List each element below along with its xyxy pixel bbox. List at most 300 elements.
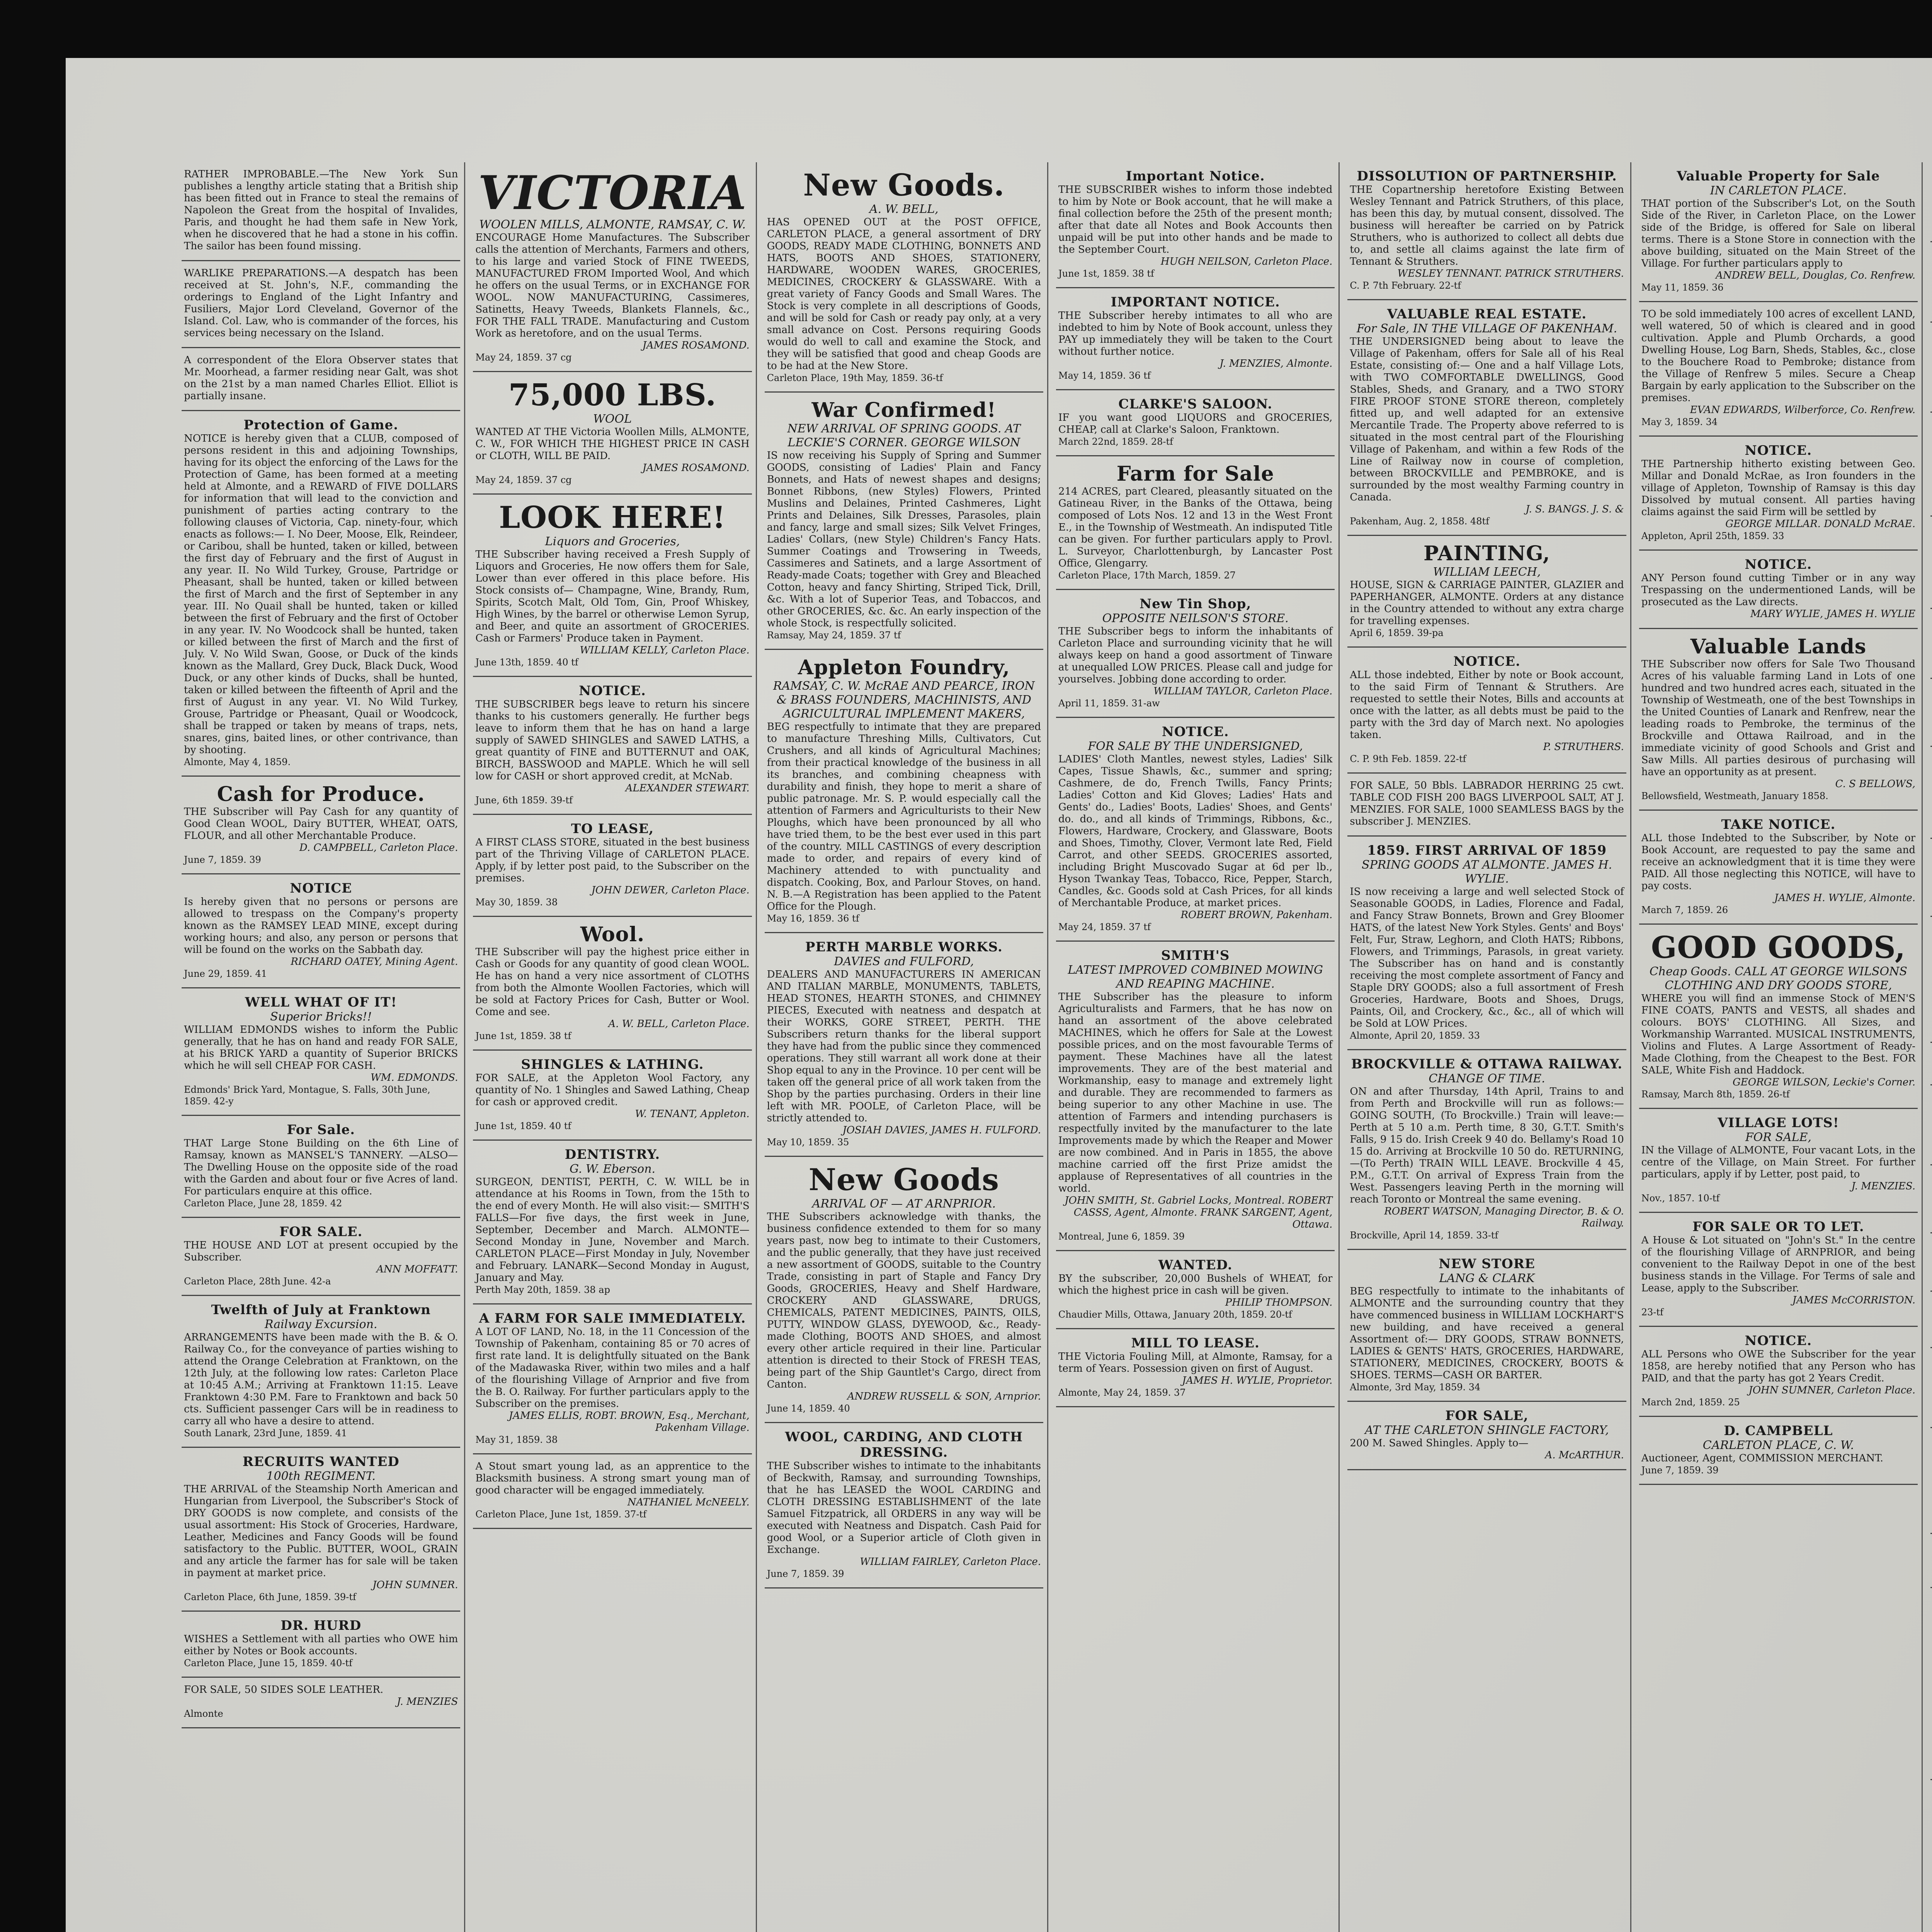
ad-signature: J. MENZIES (396, 1696, 458, 1708)
ad-dateline: June 7, 1859. 39 (184, 854, 261, 865)
ad-signature: C. S BELLOWS, (1835, 778, 1916, 790)
advertisement (1347, 837, 1626, 1050)
ad-body: THE SUBSCRIBER begs leave to return his sincere thanks to his customers generally. He further begs leave to inform them that he has on hand a large supply of SAWED SHINGLES and SAWED LATHS, a great quantity of FINE and BUTTERNUT and OAK, BIRCH, BASSWOOD and MAPLE. Which he will sell low for CASH or short approved credit, at McNab. (475, 699, 750, 782)
ad-title: DR. HURD (281, 1618, 362, 1633)
advertisement (1639, 162, 1918, 302)
ad-dateline: Almonte, 3rd May, 1859. 34 (1350, 1382, 1481, 1393)
ad-body: HOUSE, SIGN & CARRIAGE PAINTER, GLAZIER and PAPERHANGER, ALMONTE. Orders at any distance in the Country attended to without any extra charge for travelling expenses. (1350, 579, 1624, 627)
advertisement (1056, 390, 1335, 456)
advertisement (473, 372, 752, 495)
ad-body: 200 M. Sawed Shingles. Apply to— (1350, 1437, 1529, 1449)
ad-title: A FARM FOR SALE IMMEDIATELY. (479, 1311, 746, 1326)
ad-title: D. CAMPBELL (1724, 1423, 1833, 1439)
advertisement (182, 261, 460, 348)
advertisement (473, 917, 752, 1051)
ad-title: PAINTING, (1423, 542, 1550, 565)
ad-subtitle: FOR SALE BY THE UNDERSIGNED, (1088, 740, 1303, 753)
advertisement (1056, 288, 1335, 390)
advertisement (1347, 1402, 1626, 1470)
ad-dateline: Almonte, May 24, 1859. 37 (1058, 1387, 1186, 1398)
advertisement (1639, 1213, 1918, 1327)
advertisement (1930, 679, 1932, 747)
advertisement (1639, 551, 1918, 629)
ad-dateline: Ramsay, March 8th, 1859. 26-tf (1641, 1089, 1790, 1100)
ad-title: VICTORIA (478, 166, 747, 220)
column-4 (1056, 162, 1340, 1932)
advertisement (1930, 1348, 1932, 1428)
ad-signature: WESLEY TENNANT. PATRICK STRUTHERS. (1397, 268, 1624, 279)
advertisement (1930, 1165, 1932, 1233)
advertisement (182, 1296, 460, 1448)
advertisement (1930, 517, 1932, 609)
advertisement (182, 411, 460, 777)
ad-signature: JOHN SUMNER. (372, 1579, 458, 1591)
ad-body: THE Partnership hitherto existing between Geo. Millar and Donald McRae, as Iron founders in the village of Appleton, Township of Ramsay is this day Dissolved by mutual consent. All parties having claims against the said Firm will be settled by (1641, 458, 1916, 518)
ad-dateline: May 16, 1859. 36 tf (767, 913, 859, 924)
ad-subtitle: FOR SALE, (1745, 1131, 1811, 1144)
ad-subtitle: CHANGE OF TIME. (1429, 1072, 1545, 1085)
ad-subtitle: LANG & CLARK (1439, 1272, 1535, 1285)
ad-dateline: Almonte (184, 1708, 223, 1719)
column-3 (765, 162, 1048, 1932)
advertisement (473, 677, 752, 815)
ad-subtitle: 100th REGIMENT. (266, 1469, 376, 1483)
ad-subtitle: Superior Bricks!! (270, 1010, 372, 1024)
ad-body: FOR SALE, at the Appleton Wool Factory, any quantity of No. 1 Shingles and Sawed Lathing, Cheap for cash or approved credit. (475, 1072, 750, 1108)
ad-body: THE Subscriber now offers for Sale Two Thousand Acres of his valuable farming Land in Lots of one hundred and two hundred acres each, situated in the Township of Westmeath, one of the best Townships in the United Counties of Lanark and Renfrew, near the leading roads to Pembroke, the terminus of the Brockville and Ottawa Railroad, and in the immediate vicinity of good Schools and Grist and Saw Mills. All parties desirous of purchasing will have an opportunity as at present. (1641, 658, 1916, 778)
ad-signature: J. S. BANGS. J. S. & (1526, 503, 1624, 515)
ad-dateline: March 22nd, 1859. 28-tf (1058, 436, 1173, 447)
ad-signature: WM. EDMONDS. (370, 1072, 458, 1083)
advertisement (1930, 609, 1932, 679)
ad-title: NEW STORE (1439, 1256, 1535, 1272)
ad-signature: WILLIAM TAYLOR, Carleton Place. (1153, 685, 1333, 697)
ad-body: WANTED AT THE Victoria Woollen Mills, ALMONTE, C. W., FOR WHICH THE HIGHEST PRICE IN CASH or CLOTH, WILL BE PAID. (475, 426, 750, 462)
advertisement (182, 1612, 460, 1678)
ad-signature: PHILIP THOMPSON. (1225, 1297, 1333, 1308)
ad-body: ALL Persons who OWE the Subscriber for the year 1858, are hereby notified that any Person who has PAID, and that the party has got 2 Years Credit. (1641, 1349, 1916, 1384)
advertisement (765, 393, 1043, 650)
ad-dateline: June 7, 1859. 39 (767, 1568, 844, 1579)
ad-body: BEG respectfully to intimate that they are prepared to manufacture Threshing Mills, Cultivators, Cut Crushers, and all kinds of Agricultural Machines; from their practical knowledge of the business in all its branches, and combining cheapness with durability and finish, they hope to merit a share of public patronage. Mr. S. P. would especially call the attention of Farmers and Agriculturists to their New Ploughs, which have been pronounced by all who have tried them, to be the best ever used in this part of the country. MILL CASTINGS of every description made to order, and repairs of every kind of Machinery attended to with punctuality and dispatch. Cooking, Box, and Parlour Stoves, on hand. N. B.—A Registration has been applied to the Patent Office for the Plough. (767, 721, 1041, 912)
advertisement (1056, 942, 1335, 1251)
advertisement (1347, 300, 1626, 536)
ad-signature: JOHN DEWER, Carleton Place. (591, 884, 750, 896)
ad-subtitle: LATEST IMPROVED COMBINED MOWING AND REAPING MACHINE. (1068, 963, 1323, 991)
ad-subtitle: G. W. Eberson. (569, 1162, 656, 1176)
ad-body: IS now receiving his Supply of Spring and Summer GOODS, consisting of Ladies' Plain and Fancy Bonnets, and Hats of newest shapes and designs; Bonnet Ribbons, (new Styles) Flowers, Printed Muslins and Delaines, Printed Cashmeres, Light Prints and Delaines, Silk Dresses, Parasoles, plain and fancy, large and small sizes; Silk Velvet Fringes, Ladies' Collars, (new Style) Children's Fancy Hats. Summer Coatings and Trowsering in Tweeds, Cassimeres and Satinets, and a large Assortment of Ready-made Coats; together with Grey and Bleached Cotton, heavy and fancy Shirting, Striped Tick, Drill, &c. With a lot of Superior Teas, and Tobaccos, and other GROCERIES, &c. &c. An early inspection of the whole Stock, is respectfully solicited. (767, 450, 1041, 629)
ad-body: THAT Large Stone Building on the 6th Line of Ramsay, known as MANSEL'S TANNERY. —ALSO— The Dwelling House on the opposite side of the road with the Garden and about four or five Acres of land. For particulars enquire at this office. (184, 1138, 458, 1197)
ad-title: New Goods (808, 1162, 1000, 1197)
ad-body: IN the Village of ALMONTE, Four vacant Lots, in the centre of the Village, on Main Street. For further particulars, apply if by Letter, post paid, to (1641, 1145, 1916, 1180)
ad-title: For Sale. (287, 1122, 355, 1138)
ad-dateline: Carleton Place, June 15, 1859. 40-tf (184, 1658, 352, 1668)
ad-title: Important Notice. (1126, 168, 1265, 184)
ad-dateline: June 1st, 1859. 38 tf (475, 1031, 571, 1041)
advertisement (765, 650, 1043, 933)
ad-dateline: South Lanark, 23rd June, 1859. 41 (184, 1428, 347, 1439)
ad-signature: A. McARTHUR. (1545, 1449, 1624, 1461)
ad-body: THE HOUSE AND LOT at present occupied by the Subscriber. (184, 1240, 458, 1263)
ad-body: THE SUBSCRIBER wishes to inform those indebted to him by Note or Book account, that he will make a final collection before the 25th of the present month; after that date all Notes and Book Accounts then unpaid will be put into other hands and be made to the September Court. (1058, 184, 1333, 255)
ad-title: VALUABLE REAL ESTATE. (1387, 306, 1587, 322)
ad-body: ALL those Indebted to the Subscriber, by Note or Book Account, are requested to pay the same and receive an acknowledgment that it is time they were PAID. All those neglecting this NOTICE, will have to pay costs. (1641, 832, 1916, 892)
ad-signature: HUGH NEILSON, Carleton Place. (1160, 256, 1333, 267)
ad-subtitle: Liquors and Groceries, (545, 535, 680, 548)
advertisement (1930, 242, 1932, 323)
advertisement (182, 1678, 460, 1728)
advertisement (182, 988, 460, 1116)
ad-dateline: May 24, 1859. 37 cg (475, 474, 572, 485)
ad-body: HAS OPENED OUT at the POST OFFICE, CARLETON PLACE, a general assortment of DRY GOODS, READY MADE CLOTHING, BONNETS AND HATS, BOOTS AND SHOES, STATIONERY, HARDWARE, WOODEN WARES, GROCERIES, MEDICINES, CROCKERY & GLASSWARE. With a great variety of Fancy Goods and Small Wares. The Stock is very complete in all descriptions of Goods, and will be sold for Cash or ready pay only, at a very small advance on Cost. Persons requiring Goods would do well to call and examine the Stock, and they will be satisfied that good and cheap Goods are to be had at the New Store. (767, 216, 1041, 372)
ad-dateline: Montreal, June 6, 1859. 39 (1058, 1231, 1185, 1242)
ad-dateline: June 7, 1859. 39 (1641, 1465, 1719, 1476)
ad-signature: WILLIAM KELLY, Carleton Place. (580, 645, 750, 656)
advertisement (1639, 437, 1918, 551)
ad-subtitle: WOOL (593, 412, 632, 426)
ad-dateline: Almonte, May 4, 1859. (184, 757, 291, 767)
advertisement (182, 777, 460, 874)
advertisement (1056, 1251, 1335, 1329)
ad-body: Auctioneer, Agent, COMMISSION MERCHANT. (1641, 1452, 1883, 1464)
ad-dateline: Carleton Place, June 1st, 1859. 37-tf (475, 1509, 646, 1520)
ad-subtitle: For Sale, IN THE VILLAGE OF PAKENHAM. (1356, 322, 1617, 335)
ad-dateline: Carleton Place, 28th June. 42-a (184, 1276, 331, 1287)
advertisement (473, 815, 752, 917)
advertisement (1639, 1327, 1918, 1417)
ad-dateline: March 2nd, 1859. 25 (1641, 1397, 1740, 1408)
ad-dateline: April 11, 1859. 31-aw (1058, 698, 1160, 709)
ad-dateline: C. P. 7th February. 22-tf (1350, 280, 1461, 291)
advertisement (182, 162, 460, 261)
advertisement (1347, 162, 1626, 300)
ad-subtitle: SPRING GOODS AT ALMONTE. JAMES H. WYLIE. (1362, 858, 1612, 886)
ad-title: TAKE NOTICE. (1721, 817, 1836, 832)
ad-dateline: Appleton, April 25th, 1859. 33 (1641, 531, 1784, 541)
advertisement (1930, 1085, 1932, 1165)
advertisement (1930, 1428, 1932, 1534)
ad-subtitle: CARLETON PLACE, C. W. (1702, 1439, 1854, 1452)
ad-body: THE Subscriber wishes to intimate to the inhabitants of Beckwith, Ramsay, and surrounding Townships, that he has LEASED the WOOL CARDING and CLOTH DRESSING ESTABLISHMENT of the late Samuel Fitzpatrick, all ORDERS in any way will be executed with Neatness and Dispatch. Cash Paid for good Wool, or a Superior article of Cloth given in Exchange. (767, 1460, 1041, 1556)
advertisement (1930, 1292, 1932, 1348)
ad-body: ARRANGEMENTS have been made with the B. & O. Railway Co., for the conveyance of parties wishing to attend the Orange Celebration at Franktown, on the 12th July, at the following low rates: Carleton Place at 10:45 A.M.; Arriving at Franktown 11:15. Leave Franktown 4:30 P.M. Fare to Franktown and back 50 cts. Sufficient passenger Cars will be in readiness to carry all who have a desire to attend. (184, 1332, 458, 1427)
ad-body: THE Copartnership heretofore Existing Between Wesley Tennant and Patrick Struthers, of this place, has been this day, by mutual consent, dissolved. The business will hereafter be carried on by Patrick Struthers, who is authorized to collect all debts due to, and settle all claims against the late firm of Tennant & Struthers. (1350, 184, 1624, 267)
ad-dateline: June 1st, 1859. 40 tf (475, 1121, 571, 1131)
ad-title: MILL TO LEASE. (1131, 1335, 1260, 1351)
ad-title: LOOK HERE! (499, 500, 726, 535)
ad-signature: JAMES ELLIS, ROBT. BROWN, Esq., Merchant, Pakenham Village. (509, 1410, 750, 1434)
ad-body: WHERE you will find an immense Stock of MEN'S FINE COATS, PANTS and VESTS, all shades and colours. BOYS' CLOTHING. All Sizes, and Workmanship Warranted. MUSICAL INSTRUMENTS, Violins and Flutes. A Large Assortment of Ready-Made Clothing, from the Cheapest to the Best. FOR SALE, White Fish and Haddock. (1641, 993, 1916, 1076)
advertisement (1639, 1109, 1918, 1213)
ad-body: THAT portion of the Subscriber's Lot, on the South Side of the River, in Carleton Place, on the Lower side of the Bridge, is offered for Sale on liberal terms. There is a Stone Store in connection with the above building, situated on the Main Street of the Village. For further particulars apply to (1641, 198, 1916, 269)
ad-signature: ALEXANDER STEWART. (625, 782, 750, 794)
ad-body: WISHES a Settlement with all parties who OWE him either by Notes or Book accounts. (184, 1633, 458, 1657)
ad-dateline: Almonte, April 20, 1859. 33 (1350, 1030, 1480, 1041)
column-1 (182, 162, 465, 1932)
ad-subtitle: ARRIVAL OF — AT ARNPRIOR. (812, 1197, 996, 1211)
ad-title: NOTICE. (1162, 724, 1229, 740)
column-5 (1347, 162, 1631, 1932)
ad-dateline: May 11, 1859. 36 (1641, 282, 1724, 293)
ad-title: CLARKE'S SALOON. (1118, 396, 1273, 412)
ad-body: FOR SALE, 50 SIDES SOLE LEATHER. (184, 1684, 383, 1696)
ad-body: ANY Person found cutting Timber or in any way Trespassing on the undermentioned Lands, will be prosecuted as the Law directs. (1641, 572, 1916, 608)
ad-body: ON and after Thursday, 14th April, Trains to and from Perth and Brockville will run as follows:— GOING SOUTH, (To Brockville.) Train will leave:— Perth at 5 10 a.m. Perth time, 8 30, G.T.T. Smith's Falls, 9 15 do. Irish Creek 9 40 do. Bellamy's Road 10 15 do. Arriving at Brockville 10 50 do. RETURNING,—(To Perth) TRAIN WILL LEAVE. Brockville 4 45, P.M., G.T.T. On arrival of Express Train from the West. Passengers leaving Perth in the morning will reach Toronto or Montreal the same evening. (1350, 1086, 1624, 1205)
ad-dateline: June 13th, 1859. 40 tf (475, 657, 578, 668)
advertisement (765, 162, 1043, 393)
ad-dateline: Bellowsfield, Westmeath, January 1858. (1641, 791, 1828, 801)
ad-body: WARLIKE PREPARATIONS.—A despatch has been received at St. John's, N.F., commanding the orderings to England of the Light Infantry and Fusiliers, Major Lord Cleveland, Governor of the Island. Col. Law, who is commander of the forces, his services being necessary on the Island. (184, 267, 458, 339)
ad-title: New Goods. (803, 168, 1005, 203)
ad-dateline: Ramsay, May 24, 1859. 37 tf (767, 630, 901, 641)
ad-title: DENTISTRY. (565, 1147, 660, 1162)
ad-body: THE UNDERSIGNED being about to leave the Village of Pakenham, offers for Sale all of his Real Estate, consisting of:— One and a half Village Lots, with TWO COMFORTABLE DWELLINGS, Good Stables, Sheds, and Granary, and a TWO STORY FIRE PROOF STONE STORE thereon, completely fitted up, and well adapted for an extensive Mercantile Trade. The Property above referred to is situated in the most central part of the Flourishing Village of Pakenham, and within a few Rods of the Line of Railway now in course of completion, between BROCKVILLE and PEMBROKE, and is surrounded by the most wealthy Farming country in Canada. (1350, 336, 1624, 503)
ad-dateline: May 10, 1859. 35 (767, 1137, 849, 1148)
ad-body: THE Subscribers acknowledge with thanks, the business confidence extended to them for so many years past, now beg to intimate to their Customers, and the public generally, that they have just received a new assortment of GOODS, suitable to the Country Trade, consisting in part of Staple and Fancy Dry Goods, GROCERIES, Heavy and Shelf Hardware, CROCKERY AND GLASSWARE, DRUGS, CHEMICALS, PATENT MEDICINES, PAINTS, OILS, PUTTY, WINDOW GLASS, DYEWOOD, &c., Ready-made Clothing, BOOTS AND SHOES, and almost every other article required in their line. Particular attention is directed to their Stock of FRESH TEAS, being part of the Ship Gauntlet's Cargo, direct from Canton. (767, 1211, 1041, 1390)
ad-subtitle: IN CARLETON PLACE. (1710, 184, 1847, 197)
column-container (182, 162, 1932, 1932)
ad-dateline: June 14, 1859. 40 (767, 1403, 850, 1414)
ad-signature: JAMES ROSAMOND. (642, 340, 750, 351)
advertisement (1347, 1250, 1626, 1402)
advertisement (1056, 162, 1335, 288)
ad-body: THE Subscriber has the pleasure to inform Agriculturalists and Farmers, that he has now on hand an assortment of the above celebrated MACHINES, which he offers for Sale at the Lowest possible prices, and on the most favourable Terms of payment. These Machines have all the latest improvements. They are of the best material and Workmanship, easy to manage and extremely light and durable. They are recommended to farmers as being superior to any other Machine in use. The attention of Farmers and intending purchasers is respectfully invited by the manufacturer to the late Improvements made by which the Reaper and Mower are now combined. And in Paris in 1855, the above machine carried off the first Prize amidst the applause of Representatives of all countries in the world. (1058, 991, 1333, 1194)
ad-body: A LOT OF LAND, No. 18, in the 11 Concession of the Township of Pakenham, containing 85 or 70 acres of first rate land. It is delightfully situated on the Bank of the Madawaska River, within two miles and a half of the flourishing Village of Arnprior and five from the B. O. Railway. For further particulars apply to the Subscriber on the premises. (475, 1326, 750, 1410)
newspaper-page (66, 58, 1932, 1932)
ad-dateline: Nov., 1857. 10-tf (1641, 1193, 1720, 1204)
advertisement (473, 495, 752, 677)
ad-body: TO be sold immediately 100 acres of excellent LAND, well watered, 50 of which is cleared and in good cultivation. Apple and Plumb Orchards, a good Dwelling House, Log Barn, Sheds, Stables, &c., close to the Bouchere Road to Pembroke; distance from the Village of Renfrew 5 miles. Secure a Cheap Bargain by early application to the Subscriber on the premises. (1641, 308, 1916, 404)
advertisement (1639, 1417, 1918, 1485)
advertisement (1930, 1043, 1932, 1085)
ad-title: Farm for Sale (1116, 462, 1274, 486)
ad-subtitle: Railway Excursion. (264, 1318, 378, 1331)
ad-body: THE ARRIVAL of the Steamship North American and Hungarian from Liverpool, the Subscriber's Stock of DRY GOODS is now complete, and consists of the usual assortment: His Stock of Groceries, Hardware, Leather, Medicines and Fancy Goods will be found satisfactory to the Public. BUTTER, WOOL, GRAIN and any article the farmer has for sale will be taken in payment at market price. (184, 1483, 458, 1579)
ad-signature: J. MENZIES. (1851, 1180, 1916, 1192)
advertisement (473, 1304, 752, 1454)
ad-body: THE Subscriber will pay the highest price either in Cash or Goods for any quantity of good clean WOOL. He has on hand a very nice assortment of CLOTHS from both the Almonte Woollen Factories, which will be sold at Factory Prices for Cash, Butter or Wool. Come and see. (475, 946, 750, 1018)
ad-body: A House & Lot situated on "John's St." In the centre of the flourishing Village of ARNPRIOR, and being convenient to the Railway Depot in one of the best business stands in the Village. For Terms of sale and Lease, apply to the Subscriber. (1641, 1235, 1916, 1294)
ad-signature: ROBERT BROWN, Pakenham. (1180, 909, 1333, 921)
ad-body: ALL those indebted, Either by note or Book account, to the said Firm of Tennant & Struthers. Are requested to settle their Notes, Bills and accounts at once with the latter, as all debts must be paid to the party with the 3rd day of March next. No apologies taken. (1350, 669, 1624, 741)
ad-body: LADIES' Cloth Mantles, newest styles, Ladies' Silk Capes, Tissue Shawls, &c., summer and spring; Cashmere, de do, French Twills, Fancy Prints; Ladies' Cotton and Kid Gloves; Ladies' Hats and Gents' do., Ladies' Boots, Ladies' Shoes, and Gents' do. do., and all kinds of Trimmings, Ribbons, &c., Flowers, Hardware, Crockery, and Glassware, Boots and Shoes, Timothy, Clover, Vermont late Red, Field Carrot, and other SEEDS. GROCERIES assorted, including Bright Muscovado Sugar at 6d per lb., Hyson Twankay Teas, Tobacco, Rice, Pepper, Starch, Candles, &c. Goods sold at Cash Prices, for all kinds of Merchantable Produce, at market prices. (1058, 753, 1333, 909)
advertisement (1930, 162, 1932, 242)
advertisement (473, 1051, 752, 1141)
ad-body: ENCOURAGE Home Manufactures. The Subscriber calls the attention of Merchants, Farmers and others, to his large and varied Stock of FINE TWEEDS, MANUFACTURED FROM Imported Wool, And which he offers on the usual Terms, or in EXCHANGE FOR WOOL. NOW MANUFACTURING, Cassimeres, Satinetts, Heavy Tweeds, Blankets Flannels, &c., FOR THE FALL TRADE. Manufacturing and Custom Work as heretofore, and on the usual Terms. (475, 232, 750, 339)
ad-title: Valuable Property for Sale (1677, 168, 1880, 184)
ad-signature: ROBERT WATSON, Managing Director, B. & O. Railway. (1384, 1206, 1624, 1229)
ad-dateline: June, 6th 1859. 39-tf (475, 795, 573, 806)
ad-body: WILLIAM EDMONDS wishes to inform the Public generally, that he has on hand and ready FOR SALE, at his BRICK YARD a quantity of Superior BRICKS which he will sell CHEAP FOR CASH. (184, 1024, 458, 1071)
advertisement (1930, 413, 1932, 517)
ad-body: THE Subscriber having received a Fresh Supply of Liquors and Groceries, He now offers them for Sale, Lower than ever offered in this place before. His Stock consists of— Champagne, Wine, Brandy, Rum, Spirits, Scotch Malt, Old Tom, Gin, Proof Whiskey, High Wines, by the barrel or otherwise Lemon Syrup, and Beer, and quite an assortment of GROCERIES. Cash or Farmers' Produce taken in Payment. (475, 549, 750, 644)
advertisement (1639, 629, 1918, 811)
ad-title: BROCKVILLE & OTTAWA RAILWAY. (1351, 1056, 1623, 1072)
ad-signature: ANDREW BELL, Douglas, Co. Renfrew. (1716, 270, 1916, 281)
advertisement (1347, 1050, 1626, 1250)
ad-signature: NATHANIEL McNEELY. (627, 1497, 750, 1508)
ad-signature: ANN MOFFATT. (376, 1264, 458, 1275)
ad-title: Appleton Foundry, (798, 656, 1010, 679)
ad-dateline: Carleton Place, June 28, 1859. 42 (184, 1198, 342, 1209)
ad-subtitle: Cheap Goods. CALL AT GEORGE WILSONS CLOTHING AND DRY GOODS STORE, (1649, 965, 1907, 992)
advertisement (1930, 323, 1932, 413)
advertisement (1930, 1233, 1932, 1292)
ad-dateline: May 24, 1859. 37 cg (475, 352, 572, 363)
ad-body: A Stout smart young lad, as an apprentice to the Blacksmith business. A strong smart young man of good character will be engaged immediately. (475, 1461, 750, 1496)
ad-dateline: 23-tf (1641, 1307, 1663, 1318)
ad-signature: GEORGE MILLAR. DONALD McRAE. (1725, 518, 1916, 530)
ad-body: THE Subscriber hereby intimates to all who are indebted to him by Note of Book account, unless they PAY up immediately they will be taken to the Court without further notice. (1058, 310, 1333, 357)
ad-dateline: May 30, 1859. 38 (475, 897, 558, 908)
ad-dateline: May 31, 1859. 38 (475, 1434, 558, 1445)
ad-signature: GEORGE WILSON, Leckie's Corner. (1733, 1077, 1916, 1088)
ad-subtitle: OPPOSITE NEILSON'S STORE. (1102, 612, 1289, 625)
advertisement (1056, 590, 1335, 718)
ad-signature: J. MENZIES, Almonte. (1219, 358, 1333, 369)
advertisement (182, 348, 460, 411)
ad-dateline: April 6, 1859. 39-pa (1350, 628, 1444, 638)
advertisement (473, 1141, 752, 1304)
ad-signature: W. TENANT, Appleton. (635, 1108, 750, 1120)
column-2 (473, 162, 757, 1932)
ad-signature: A. W. BELL, Carleton Place. (608, 1018, 750, 1030)
ad-title: VILLAGE LOTS! (1718, 1115, 1839, 1131)
ad-dateline: Carleton Place, 17th March, 1859. 27 (1058, 570, 1236, 581)
ad-title: Twelfth of July at Franktown (211, 1302, 431, 1318)
ad-title: FOR SALE OR TO LET. (1692, 1219, 1864, 1235)
advertisement (182, 1448, 460, 1612)
advertisement (473, 1454, 752, 1529)
ad-body: A FIRST CLASS STORE, situated in the best business part of the Thriving Village of CARLETON PLACE. Apply, if by letter post paid, to the Subscriber on the premises. (475, 837, 750, 884)
ad-title: NOTICE. (1453, 654, 1520, 669)
ad-signature: MARY WYLIE, JAMES H. WYLIE (1750, 608, 1916, 620)
ad-title: New Tin Shop, (1139, 596, 1252, 612)
ad-title: Wool. (580, 923, 645, 946)
ad-body: FOR SALE, 50 Bbls. LABRADOR HERRING 25 cwt. TABLE COD FISH 200 BAGS LIVERPOOL SALT, AT J. MENZIES. FOR SALE, 1000 SEAMLESS BAGS by the subscriber J. MENZIES. (1350, 780, 1624, 827)
advertisement (765, 1157, 1043, 1423)
ad-signature: JAMES H. WYLIE, Proprietor. (1182, 1375, 1333, 1386)
ad-subtitle: DAVIES and FULFORD, (834, 955, 974, 968)
column-6 (1639, 162, 1923, 1932)
ad-title: IMPORTANT NOTICE. (1111, 294, 1280, 310)
ad-body: THE Subscriber will Pay Cash for any quantity of Good Clean WOOL, Dairy BUTTER, WHEAT, OATS, FLOUR, and all other Merchantable Produce. (184, 806, 458, 842)
ad-title: NOTICE. (579, 683, 646, 699)
ad-dateline: Pakenham, Aug. 2, 1858. 48tf (1350, 516, 1490, 527)
ad-title: WOOL, CARDING, AND CLOTH DRESSING. (785, 1429, 1023, 1460)
ad-body: RATHER IMPROBABLE.—The New York Sun publishes a lengthy article stating that a British ship has been fitted out in France to steal the remains of Napoleon the Great from the hospital of Invalides, Paris, and thought he had them safe in New York, when he discovered that he had a stone in his coffin. The sailor has been found missing. (184, 168, 458, 252)
ad-dateline: June 29, 1859. 41 (184, 968, 267, 979)
advertisement (1930, 747, 1932, 839)
ad-title: RECRUITS WANTED (242, 1454, 400, 1469)
advertisement (1056, 456, 1335, 590)
ad-dateline: June 1st, 1859. 38 tf (1058, 268, 1154, 279)
ad-body: IF you want good LIQUORS and GROCERIES, CHEAP, call at Clarke's Saloon, Franktown. (1058, 412, 1333, 435)
ad-body: SURGEON, DENTIST, PERTH, C. W. WILL be in attendance at his Rooms in Town, from the 15th to the end of every Month. He will also visit:— SMITH'S FALLS—For five days, the first week in June, September, December and March. ALMONTE—Second Monday in June, November and March. CARLETON PLACE—First Monday in July, November and February. LANARK—Second Monday in August, January and May. (475, 1176, 750, 1284)
ad-dateline: March 7, 1859. 26 (1641, 905, 1728, 915)
ad-title: WANTED. (1158, 1257, 1233, 1273)
ad-title: War Confirmed! (811, 398, 997, 422)
advertisement (1930, 1534, 1932, 1588)
ad-title: Cash for Produce. (217, 782, 425, 806)
ad-signature: JOSIAH DAVIES, JAMES H. FULFORD. (842, 1124, 1041, 1136)
ad-title: FOR SALE, (1445, 1408, 1529, 1423)
ad-title: NOTICE. (1745, 443, 1812, 458)
advertisement (1639, 811, 1918, 925)
ad-title: 1859. FIRST ARRIVAL OF 1859 (1367, 843, 1607, 858)
advertisement (473, 162, 752, 372)
ad-title: Protection of Game. (243, 417, 399, 433)
ad-title: TO LEASE, (571, 821, 654, 837)
ad-subtitle: NEW ARRIVAL OF SPRING GOODS. AT LECKIE'S CORNER. GEORGE WILSON (787, 422, 1021, 449)
advertisement (1639, 302, 1918, 437)
ad-signature: JOHN SUMNER, Carleton Place. (1748, 1384, 1916, 1396)
ad-title: NOTICE (290, 881, 352, 896)
ad-signature: P. STRUTHERS. (1543, 741, 1624, 753)
ad-dateline: May 14, 1859. 36 tf (1058, 370, 1151, 381)
ad-signature: ANDREW RUSSELL & SON, Arnprior. (847, 1391, 1041, 1402)
advertisement (1639, 925, 1918, 1109)
ad-title: WELL WHAT OF IT! (245, 995, 397, 1010)
ad-title: PERTH MARBLE WORKS. (805, 939, 1003, 955)
advertisement (182, 874, 460, 988)
ad-signature: RICHARD OATEY, Mining Agent. (291, 956, 458, 968)
advertisement (182, 1218, 460, 1296)
ad-subtitle: WOOLEN MILLS, ALMONTE, RAMSAY, C. W. (479, 218, 746, 231)
ad-title: SMITH'S (1161, 948, 1230, 963)
ad-body: 214 ACRES, part Cleared, pleasantly situated on the Gatineau River, in the Banks of the Ottawa, being composed of Lots Nos. 12 and 13 in the West Front E., in the Township of Westmeath. An indisputed Title can be given. For further particulars apply to Provl. L. Surveyor, Charlottenburgh, by Lancaster Post Office, Glengarry. (1058, 486, 1333, 569)
advertisement (1347, 648, 1626, 774)
ad-signature: JAMES McCORRISTON. (1792, 1294, 1916, 1306)
advertisement (765, 1423, 1043, 1588)
ad-title: SHINGLES & LATHING. (521, 1057, 704, 1072)
ad-body: A correspondent of the Elora Observer states that Mr. Moorhead, a farmer residing near Galt, was shot on the 21st by a man named Charles Elliot. Elliot is partially insane. (184, 354, 458, 402)
ad-body: BY the subscriber, 20,000 Bushels of WHEAT, for which the highest price in cash will be given. (1058, 1273, 1333, 1296)
ad-body: DEALERS AND MANUFACTURERS IN AMERICAN AND ITALIAN MARBLE, MONUMENTS, TABLETS, HEAD STONES, HEARTH STONES, and CHIMNEY PIECES, Executed with neatness and despatch at their WORKS, GORE STREET, PERTH. THE Subscribers return thanks for the liberal support they have had from the public since they commenced operations. They still warrant all work done at their Shop equal to any in the Province. 10 per cent will be taken off the general price of all work taken from the Shop by the parties purchasing. Orders in their line left with MR. POOLE, of Carleton Place, will be strictly attended to. (767, 969, 1041, 1124)
advertisement (765, 933, 1043, 1157)
ad-signature: D. CAMPBELL, Carleton Place. (299, 842, 458, 854)
ad-dateline: Perth May 20th, 1859. 38 ap (475, 1284, 610, 1295)
ad-title: FOR SALE. (279, 1224, 363, 1240)
ad-signature: WILLIAM FAIRLEY, Carleton Place. (860, 1556, 1041, 1568)
advertisement (1347, 536, 1626, 648)
ad-dateline: Brockville, April 14, 1859. 33-tf (1350, 1230, 1498, 1241)
advertisement (1930, 839, 1932, 917)
advertisement (1056, 1329, 1335, 1407)
ad-title: Valuable Lands (1690, 635, 1867, 658)
advertisement (1930, 1588, 1932, 1780)
ad-subtitle: AT THE CARLETON SHINGLE FACTORY, (1365, 1423, 1609, 1437)
ad-subtitle: WILLIAM LEECH, (1433, 565, 1541, 579)
ad-signature: JAMES H. WYLIE, Almonte. (1774, 892, 1916, 904)
ad-dateline: C. P. 9th Feb. 1859. 22-tf (1350, 753, 1466, 764)
ad-title: DISSOLUTION OF PARTNERSHIP. (1357, 168, 1617, 184)
ad-subtitle: A. W. BELL, (869, 202, 939, 216)
ad-signature: JOHN SMITH, St. Gabriel Locks, Montreal. ROBERT CASSS, Agent, Almonte. FRANK SARGENT, Agent, Ottawa. (1065, 1195, 1333, 1230)
ad-dateline: May 24, 1859. 37 tf (1058, 922, 1151, 932)
ad-dateline: Carleton Place, 19th May, 1859. 36-tf (767, 372, 943, 383)
ad-title: NOTICE. (1745, 557, 1812, 572)
ad-title: GOOD GOODS, (1651, 930, 1906, 965)
advertisement (1347, 774, 1626, 837)
advertisement (1056, 718, 1335, 942)
ad-body: Is hereby given that no persons or persons are allowed to trespass on the Company's property known as the RAMSEY LEAD MINE, except during working hours; and also, any person or persons that will be found on the works on the Sabbath day. (184, 896, 458, 956)
ad-body: IS now receiving a large and well selected Stock of Seasonable GOODS, in Ladies, Florence and Fadal, and Fancy Straw Bonnets, Brown and Grey Bloomer HATS, of the latest New York Styles. Gents' and Boys' Felt, Fur, Straw, Leghorn, and Cloth HATS; Ribbons, Flowers, and Trimmings, Parasols, in great variety. The Subscriber has on hand and is constantly receiving the most complete assortment of Fancy and Staple DRY GOODS; also a full assortment of Fresh Groceries, Hardware, Boots and Shoes, Drugs, Paints, Oil, and Crockery, &c., &c., all of which will be Sold at LOW Prices. (1350, 886, 1624, 1029)
ad-body: THE Subscriber begs to inform the inhabitants of Carleton Place and surrounding vicinity that he will always keep on hand a good assortment of Tinware at unequalled LOW PRICES. Please call and judge for yourselves. Jobbing done according to order. (1058, 626, 1333, 685)
ad-title: NOTICE. (1745, 1333, 1812, 1349)
advertisement (182, 1116, 460, 1218)
ad-signature: EVAN EDWARDS, Wilberforce, Co. Renfrew. (1690, 404, 1916, 416)
